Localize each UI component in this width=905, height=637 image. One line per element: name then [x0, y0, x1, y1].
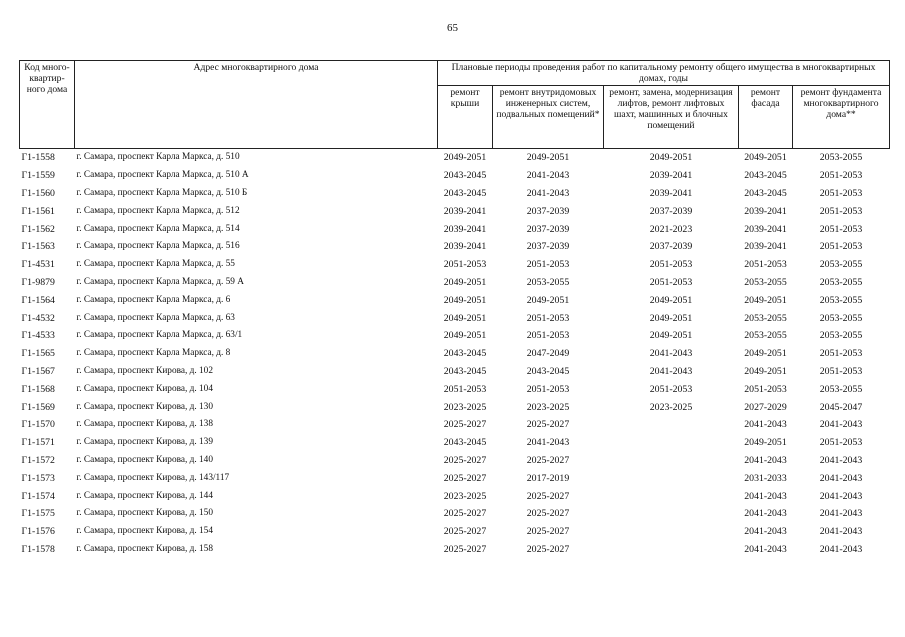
cell-engineering: 2025-2027	[526, 454, 570, 466]
cell-roof: 2049-2051	[443, 152, 487, 164]
cell-engineering: 2025-2027	[526, 543, 570, 555]
cell-roof: 2043-2045	[443, 187, 487, 199]
cell-address: г. Самара, проспект Кирова, д. 139	[76, 437, 213, 448]
cell-code: Г1-1575	[21, 508, 55, 520]
cell-foundation: 2053-2055	[819, 312, 863, 324]
cell-engineering: 2037-2039	[526, 205, 570, 217]
cell-engineering: 2047-2049	[526, 348, 570, 360]
cell-engineering: 2051-2053	[526, 259, 570, 271]
cell-roof: 2049-2051	[443, 294, 487, 306]
cell-engineering: 2025-2027	[526, 419, 570, 431]
cell-code: Г1-1570	[21, 419, 55, 431]
cell-foundation: 2041-2043	[819, 419, 863, 431]
table-row	[20, 185, 890, 203]
cell-address: г. Самара, проспект Карла Маркса, д. 8	[76, 348, 231, 359]
cell-code: Г1-1578	[21, 543, 55, 555]
page-number: 65	[447, 22, 458, 34]
cell-address: г. Самара, проспект Кирова, д. 102	[76, 365, 213, 376]
cell-elevators: 2021-2023	[649, 223, 693, 235]
cell-elevators	[604, 469, 739, 487]
cell-facade: 2043-2045	[744, 170, 787, 182]
cell-facade: 2043-2045	[744, 187, 787, 199]
cell-elevators	[604, 434, 739, 452]
cell-address: г. Самара, проспект Карла Маркса, д. 510 А	[76, 170, 249, 181]
table-row	[20, 309, 890, 327]
cell-foundation: 2053-2055	[819, 330, 863, 342]
cell-elevators: 2049-2051	[649, 312, 693, 324]
table-row	[20, 523, 890, 541]
table-row	[20, 327, 890, 345]
cell-roof: 2023-2025	[443, 401, 487, 413]
cell-roof: 2049-2051	[443, 276, 487, 288]
cell-facade: 2049-2051	[744, 365, 787, 377]
cell-elevators	[604, 416, 739, 434]
cell-facade: 2031-2033	[744, 472, 787, 484]
cell-foundation: 2053-2055	[819, 383, 863, 395]
header-foundation: ремонт фундамента многоквартирного дома**	[793, 86, 890, 149]
cell-engineering: 2025-2027	[526, 490, 570, 502]
cell-facade: 2049-2051	[744, 348, 787, 360]
cell-address: г. Самара, проспект Карла Маркса, д. 6	[76, 294, 231, 305]
table-row	[20, 434, 890, 452]
cell-roof: 2051-2053	[443, 383, 487, 395]
cell-roof: 2049-2051	[443, 312, 487, 324]
cell-foundation: 2041-2043	[819, 526, 863, 538]
table-row	[20, 238, 890, 256]
cell-address: г. Самара, проспект Кирова, д. 150	[76, 508, 213, 519]
cell-code: Г1-1574	[21, 490, 55, 502]
cell-code: Г1-1565	[21, 348, 55, 360]
cell-facade: 2049-2051	[744, 437, 787, 449]
cell-engineering: 2041-2043	[526, 170, 570, 182]
cell-code: Г1-1573	[21, 472, 55, 484]
cell-foundation: 2051-2053	[819, 437, 863, 449]
cell-engineering: 2051-2053	[526, 312, 570, 324]
cell-foundation: 2041-2043	[819, 543, 863, 555]
cell-code: Г1-4531	[21, 259, 55, 271]
table-row	[20, 541, 890, 559]
cell-roof: 2043-2045	[443, 170, 487, 182]
cell-roof: 2051-2053	[443, 259, 487, 271]
cell-code: Г1-1560	[21, 187, 55, 199]
cell-engineering: 2025-2027	[526, 526, 570, 538]
cell-address: г. Самара, проспект Кирова, д. 138	[76, 419, 213, 430]
cell-code: Г1-1559	[21, 170, 55, 182]
cell-code: Г1-9879	[21, 276, 55, 288]
header-facade: ремонт фасада	[739, 86, 793, 149]
table-row	[20, 202, 890, 220]
table-row	[20, 345, 890, 363]
table-row	[20, 469, 890, 487]
cell-roof: 2025-2027	[443, 543, 487, 555]
cell-engineering: 2051-2053	[526, 383, 570, 395]
cell-engineering: 2051-2053	[526, 330, 570, 342]
cell-address: г. Самара, проспект Кирова, д. 140	[76, 454, 213, 465]
cell-address: г. Самара, проспект Карла Маркса, д. 59 А	[76, 276, 244, 287]
cell-engineering: 2037-2039	[526, 241, 570, 253]
cell-facade: 2041-2043	[744, 543, 787, 555]
cell-foundation: 2041-2043	[819, 490, 863, 502]
cell-address: г. Самара, проспект Кирова, д. 154	[76, 526, 213, 537]
table-row	[20, 291, 890, 309]
cell-code: Г1-1576	[21, 526, 55, 538]
cell-elevators: 2051-2053	[649, 276, 693, 288]
cell-code: Г1-1564	[21, 294, 55, 306]
cell-roof: 2025-2027	[443, 508, 487, 520]
cell-code: Г1-4532	[21, 312, 55, 324]
header-periods-group: Плановые периоды проведения работ по капитальному ремонту общего имущества в многоквартирных домах, годы	[438, 61, 890, 86]
cell-facade: 2041-2043	[744, 419, 787, 431]
cell-facade: 2049-2051	[744, 294, 787, 306]
cell-roof: 2025-2027	[443, 526, 487, 538]
cell-code: Г1-4533	[21, 330, 55, 342]
cell-elevators: 2039-2041	[649, 187, 693, 199]
cell-address: г. Самара, проспект Карла Маркса, д. 510 Б	[76, 187, 248, 198]
cell-engineering: 2049-2051	[526, 152, 570, 164]
cell-elevators: 2041-2043	[649, 348, 693, 360]
cell-facade: 2039-2041	[744, 205, 787, 217]
cell-engineering: 2037-2039	[526, 223, 570, 235]
cell-address: г. Самара, проспект Карла Маркса, д. 512	[76, 205, 240, 216]
cell-engineering: 2043-2045	[526, 365, 570, 377]
cell-facade: 2053-2055	[744, 330, 787, 342]
cell-foundation: 2041-2043	[819, 454, 863, 466]
cell-address: г. Самара, проспект Карла Маркса, д. 514	[76, 223, 240, 234]
cell-facade: 2053-2055	[744, 276, 787, 288]
header-code: Код много-квартир-ного дома	[20, 61, 75, 149]
header-address: Адрес многоквартирного дома	[75, 61, 438, 149]
table-row	[20, 149, 890, 167]
cell-roof: 2025-2027	[443, 472, 487, 484]
cell-foundation: 2051-2053	[819, 205, 863, 217]
cell-elevators: 2023-2025	[649, 401, 693, 413]
cell-facade: 2053-2055	[744, 312, 787, 324]
table-row	[20, 505, 890, 523]
cell-foundation: 2053-2055	[819, 152, 863, 164]
cell-facade: 2039-2041	[744, 223, 787, 235]
cell-elevators: 2049-2051	[649, 330, 693, 342]
cell-roof: 2025-2027	[443, 454, 487, 466]
cell-engineering: 2041-2043	[526, 437, 570, 449]
cell-foundation: 2053-2055	[819, 276, 863, 288]
cell-engineering: 2049-2051	[526, 294, 570, 306]
cell-roof: 2025-2027	[443, 419, 487, 431]
cell-facade: 2049-2051	[744, 152, 787, 164]
cell-code: Г1-1562	[21, 223, 55, 235]
cell-address: г. Самара, проспект Кирова, д. 144	[76, 490, 213, 501]
cell-code: Г1-1567	[21, 365, 55, 377]
cell-engineering: 2053-2055	[526, 276, 570, 288]
cell-address: г. Самара, проспект Кирова, д. 104	[76, 383, 213, 394]
cell-foundation: 2051-2053	[819, 223, 863, 235]
cell-foundation: 2051-2053	[819, 348, 863, 360]
cell-elevators	[604, 523, 739, 541]
cell-engineering: 2025-2027	[526, 508, 570, 520]
table-row	[20, 487, 890, 505]
header-elevators: ремонт, замена, модернизация лифтов, ремонт лифтовых шахт, машинных и блочных помещений	[604, 86, 739, 149]
table-row	[20, 416, 890, 434]
cell-engineering: 2023-2025	[526, 401, 570, 413]
cell-facade: 2027-2029	[744, 401, 787, 413]
cell-address: г. Самара, проспект Кирова, д. 130	[76, 401, 213, 412]
cell-elevators: 2039-2041	[649, 170, 693, 182]
cell-facade: 2051-2053	[744, 383, 787, 395]
cell-facade: 2039-2041	[744, 241, 787, 253]
cell-elevators: 2041-2043	[649, 365, 693, 377]
cell-engineering: 2017-2019	[526, 472, 570, 484]
cell-code: Г1-1569	[21, 401, 55, 413]
cell-address: г. Самара, проспект Карла Маркса, д. 63	[76, 312, 235, 323]
cell-code: Г1-1558	[21, 152, 55, 164]
table-row	[20, 256, 890, 274]
cell-elevators: 2037-2039	[649, 205, 693, 217]
cell-foundation: 2041-2043	[819, 472, 863, 484]
cell-code: Г1-1572	[21, 454, 55, 466]
cell-engineering: 2041-2043	[526, 187, 570, 199]
table-row	[20, 452, 890, 470]
cell-elevators: 2051-2053	[649, 259, 693, 271]
cell-elevators	[604, 505, 739, 523]
cell-facade: 2051-2053	[744, 259, 787, 271]
table-row	[20, 398, 890, 416]
header-engineering: ремонт внутридомовых инженерных систем, подвальных помещений*	[493, 86, 604, 149]
cell-code: Г1-1571	[21, 437, 55, 449]
table-row	[20, 274, 890, 292]
table-row	[20, 380, 890, 398]
header-roof: ремонт крыши	[438, 86, 493, 149]
cell-roof: 2043-2045	[443, 348, 487, 360]
cell-foundation: 2051-2053	[819, 187, 863, 199]
cell-elevators	[604, 541, 739, 559]
cell-roof: 2023-2025	[443, 490, 487, 502]
cell-roof: 2039-2041	[443, 205, 487, 217]
header-row-1	[20, 61, 890, 86]
cell-roof: 2043-2045	[443, 437, 487, 449]
cell-facade: 2041-2043	[744, 508, 787, 520]
table-body	[20, 149, 890, 559]
cell-code: Г1-1568	[21, 383, 55, 395]
cell-foundation: 2041-2043	[819, 508, 863, 520]
cell-foundation: 2051-2053	[819, 241, 863, 253]
cell-address: г. Самара, проспект Карла Маркса, д. 516	[76, 241, 240, 252]
cell-elevators: 2049-2051	[649, 152, 693, 164]
table-row	[20, 363, 890, 381]
cell-address: г. Самара, проспект Карла Маркса, д. 55	[76, 259, 235, 270]
cell-code: Г1-1563	[21, 241, 55, 253]
cell-roof: 2043-2045	[443, 365, 487, 377]
cell-foundation: 2051-2053	[819, 365, 863, 377]
cell-address: г. Самара, проспект Карла Маркса, д. 63/1	[76, 330, 243, 341]
cell-roof: 2039-2041	[443, 223, 487, 235]
cell-facade: 2041-2043	[744, 526, 787, 538]
table-row	[20, 220, 890, 238]
capital-repair-table	[19, 60, 890, 558]
cell-facade: 2041-2043	[744, 490, 787, 502]
cell-foundation: 2053-2055	[819, 294, 863, 306]
cell-code: Г1-1561	[21, 205, 55, 217]
table-row	[20, 167, 890, 185]
cell-elevators: 2049-2051	[649, 294, 693, 306]
cell-address: г. Самара, проспект Карла Маркса, д. 510	[76, 152, 240, 163]
cell-elevators: 2037-2039	[649, 241, 693, 253]
cell-foundation: 2053-2055	[819, 259, 863, 271]
cell-address: г. Самара, проспект Кирова, д. 143/117	[76, 472, 230, 483]
cell-elevators	[604, 487, 739, 505]
cell-foundation: 2045-2047	[819, 401, 863, 413]
cell-foundation: 2051-2053	[819, 170, 863, 182]
cell-facade: 2041-2043	[744, 454, 787, 466]
cell-elevators: 2051-2053	[649, 383, 693, 395]
cell-roof: 2049-2051	[443, 330, 487, 342]
cell-address: г. Самара, проспект Кирова, д. 158	[76, 543, 213, 554]
cell-elevators	[604, 452, 739, 470]
cell-roof: 2039-2041	[443, 241, 487, 253]
